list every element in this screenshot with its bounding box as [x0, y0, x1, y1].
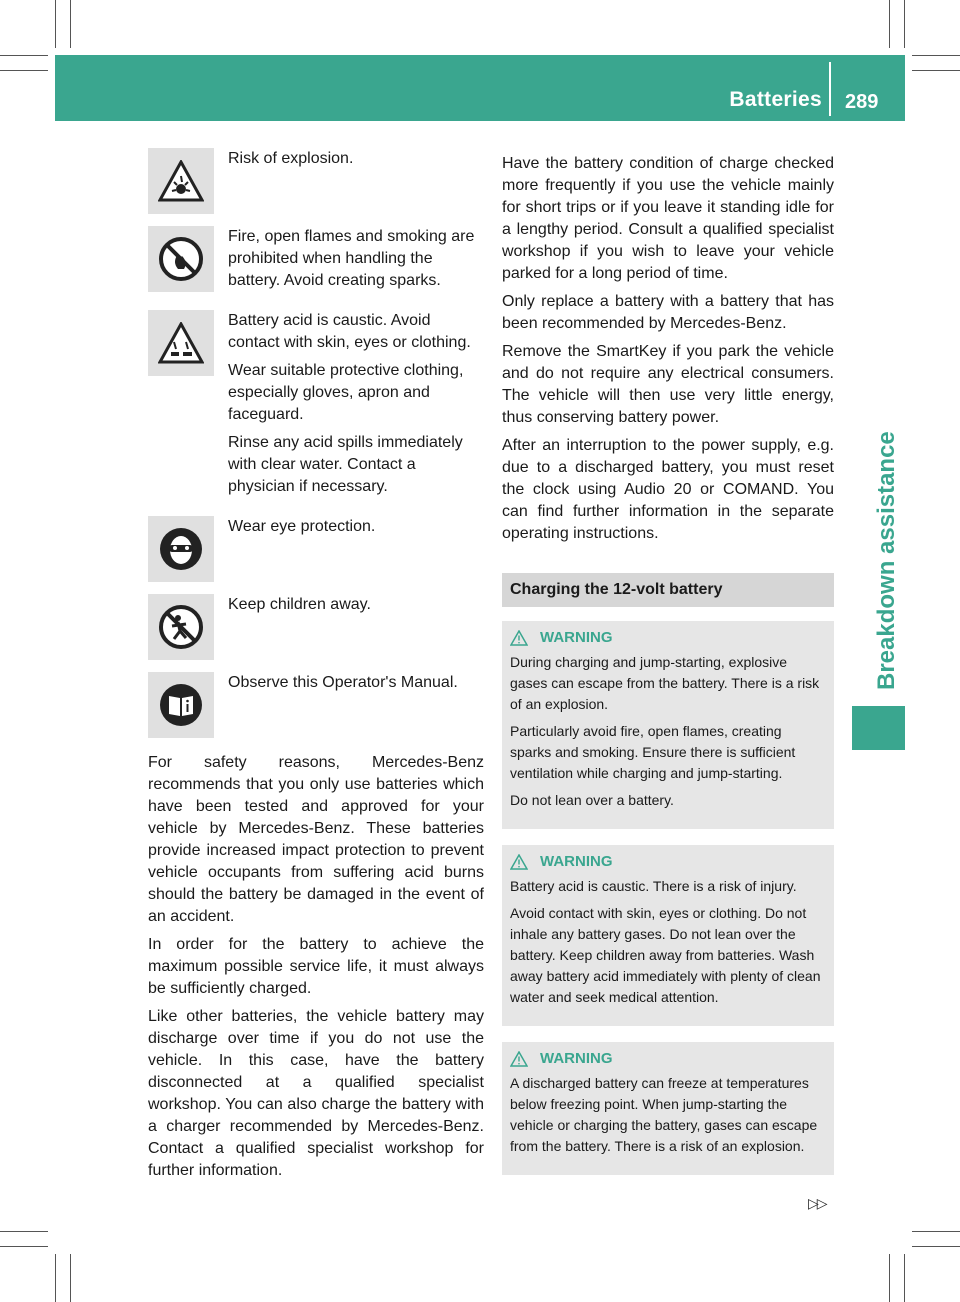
warning-box [502, 621, 834, 829]
symbol-row [148, 148, 484, 214]
symbol-description [228, 310, 484, 504]
right-column [502, 153, 834, 1191]
warning-triangle-icon [510, 630, 528, 646]
crop-mark [889, 1254, 890, 1302]
crop-mark [55, 0, 56, 48]
warning-label: WARNING [540, 629, 613, 646]
symbol-description [228, 594, 484, 660]
warning-box [502, 845, 834, 1026]
warning-box [502, 1042, 834, 1175]
symbol-description [228, 226, 484, 298]
warning-text: Particularly avoid fire, open flames, creating sparks and smoking. Ensure there is sufficient ventilation while charging and jump-starting. [510, 723, 796, 781]
warning-triangle-icon [510, 1051, 528, 1067]
warning-text: A discharged battery can freeze at temperatures below freezing point. When jump-starting the vehicle or charging the battery, gases can escape from the battery. There is a risk of an explosion. [510, 1075, 818, 1154]
warning-title [510, 629, 826, 646]
manual-icon [148, 672, 214, 738]
symbol-text: Wear eye protection. [228, 518, 376, 535]
crop-mark [70, 0, 71, 48]
crop-mark [912, 70, 960, 71]
symbol-row [148, 226, 484, 298]
symbol-row [148, 310, 484, 504]
keep-children-away-icon [148, 594, 214, 660]
crop-mark [70, 1254, 71, 1302]
crop-mark [0, 55, 48, 56]
symbol-text: Observe this Operator's Manual. [228, 674, 458, 691]
warning-title [510, 853, 826, 870]
symbol-text: Keep children away. [228, 596, 371, 613]
warning-label: WARNING [540, 1050, 613, 1067]
warning-title [510, 1050, 826, 1067]
crop-mark [904, 1254, 905, 1302]
crop-mark [0, 1231, 48, 1232]
crop-mark [904, 0, 905, 48]
symbol-text: Fire, open flames and smoking are prohibited when handling the battery. Avoid creating sparks. [228, 228, 475, 289]
section-tab-marker [852, 706, 905, 750]
paragraph: Remove the SmartKey if you park the vehicle and do not require any electrical consumers. The vehicle will then use very little energy, thus conserving battery power. [502, 343, 834, 426]
paragraph: For safety reasons, Mercedes-Benz recommends that you only use batteries which have been tested and approved for your vehicle by Mercedes-Benz. These batteries provide increased impact protection to prevent vehicle occupants from suffering acid burns should the battery be damaged in the event of an accident. [148, 754, 484, 925]
corrosive-icon [148, 310, 214, 376]
paragraph: Have the battery condition of charge checked more frequently if you use the vehicle mainly for short trips or if you leave it standing idle for a lengthy period. Consult a qualified specialist workshop if you wish to leave your vehicle parked for a long period of time. [502, 155, 834, 282]
section-heading: Charging the 12-volt battery [502, 573, 834, 607]
symbol-description [228, 672, 484, 738]
left-body-text [148, 752, 484, 1182]
section-tab-label: Breakdown assistance [873, 431, 900, 690]
paragraph: Like other batteries, the vehicle battery may discharge over time if you do not use the vehicle. In this case, have the battery disconnected at a qualified specialist workshop. You can also charge the battery with a charger recommended by Mercedes-Benz. Contact a qualified specialist workshop for further information. [148, 1008, 484, 1179]
no-fire-icon [148, 226, 214, 292]
warning-label: WARNING [540, 853, 613, 870]
crop-mark [912, 1231, 960, 1232]
page-number: 289 [845, 91, 879, 113]
symbol-row [148, 594, 484, 660]
symbol-text: Risk of explosion. [228, 150, 354, 167]
symbol-description [228, 148, 484, 214]
symbol-row [148, 672, 484, 738]
crop-mark [912, 1246, 960, 1247]
paragraph: After an interruption to the power supply, e.g. due to a discharged battery, you must reset the clock using Audio 20 or COMAND. You can find further information in the separate operating instructions. [502, 437, 834, 542]
crop-mark [889, 0, 890, 48]
explosion-icon [148, 148, 214, 214]
left-column [148, 148, 484, 1188]
symbol-row [148, 516, 484, 582]
symbol-text: Rinse any acid spills immediately with clear water. Contact a physician if necessary. [228, 434, 463, 495]
page-title: Batteries [729, 88, 822, 111]
header-divider [829, 62, 831, 116]
warning-triangle-icon [510, 854, 528, 870]
continue-arrow-icon: ▷▷ [808, 1195, 826, 1211]
symbol-text: Wear suitable protective clothing, especially gloves, apron and faceguard. [228, 362, 464, 423]
symbol-text: Battery acid is caustic. Avoid contact with skin, eyes or clothing. [228, 312, 471, 351]
right-body-text [502, 153, 834, 545]
crop-mark [0, 1246, 48, 1247]
paragraph: Only replace a battery with a battery that has been recommended by Mercedes-Benz. [502, 293, 834, 332]
warning-text: During charging and jump-starting, explosive gases can escape from the battery. There is a risk of an explosion. [510, 654, 820, 712]
paragraph: In order for the battery to achieve the maximum possible service life, it must always be sufficiently charged. [148, 936, 484, 997]
crop-mark [55, 1254, 56, 1302]
eye-protection-icon [148, 516, 214, 582]
warning-text: Battery acid is caustic. There is a risk of injury. [510, 878, 797, 894]
symbol-description [228, 516, 484, 582]
crop-mark [912, 55, 960, 56]
crop-mark [0, 70, 48, 71]
warning-text: Avoid contact with skin, eyes or clothing. Do not inhale any battery gases. Do not lean over the battery. Keep children away from batteries. Wash away battery acid immediately with plenty of clean water and seek medical attention. [510, 905, 821, 1005]
warning-text: Do not lean over a battery. [510, 792, 674, 808]
